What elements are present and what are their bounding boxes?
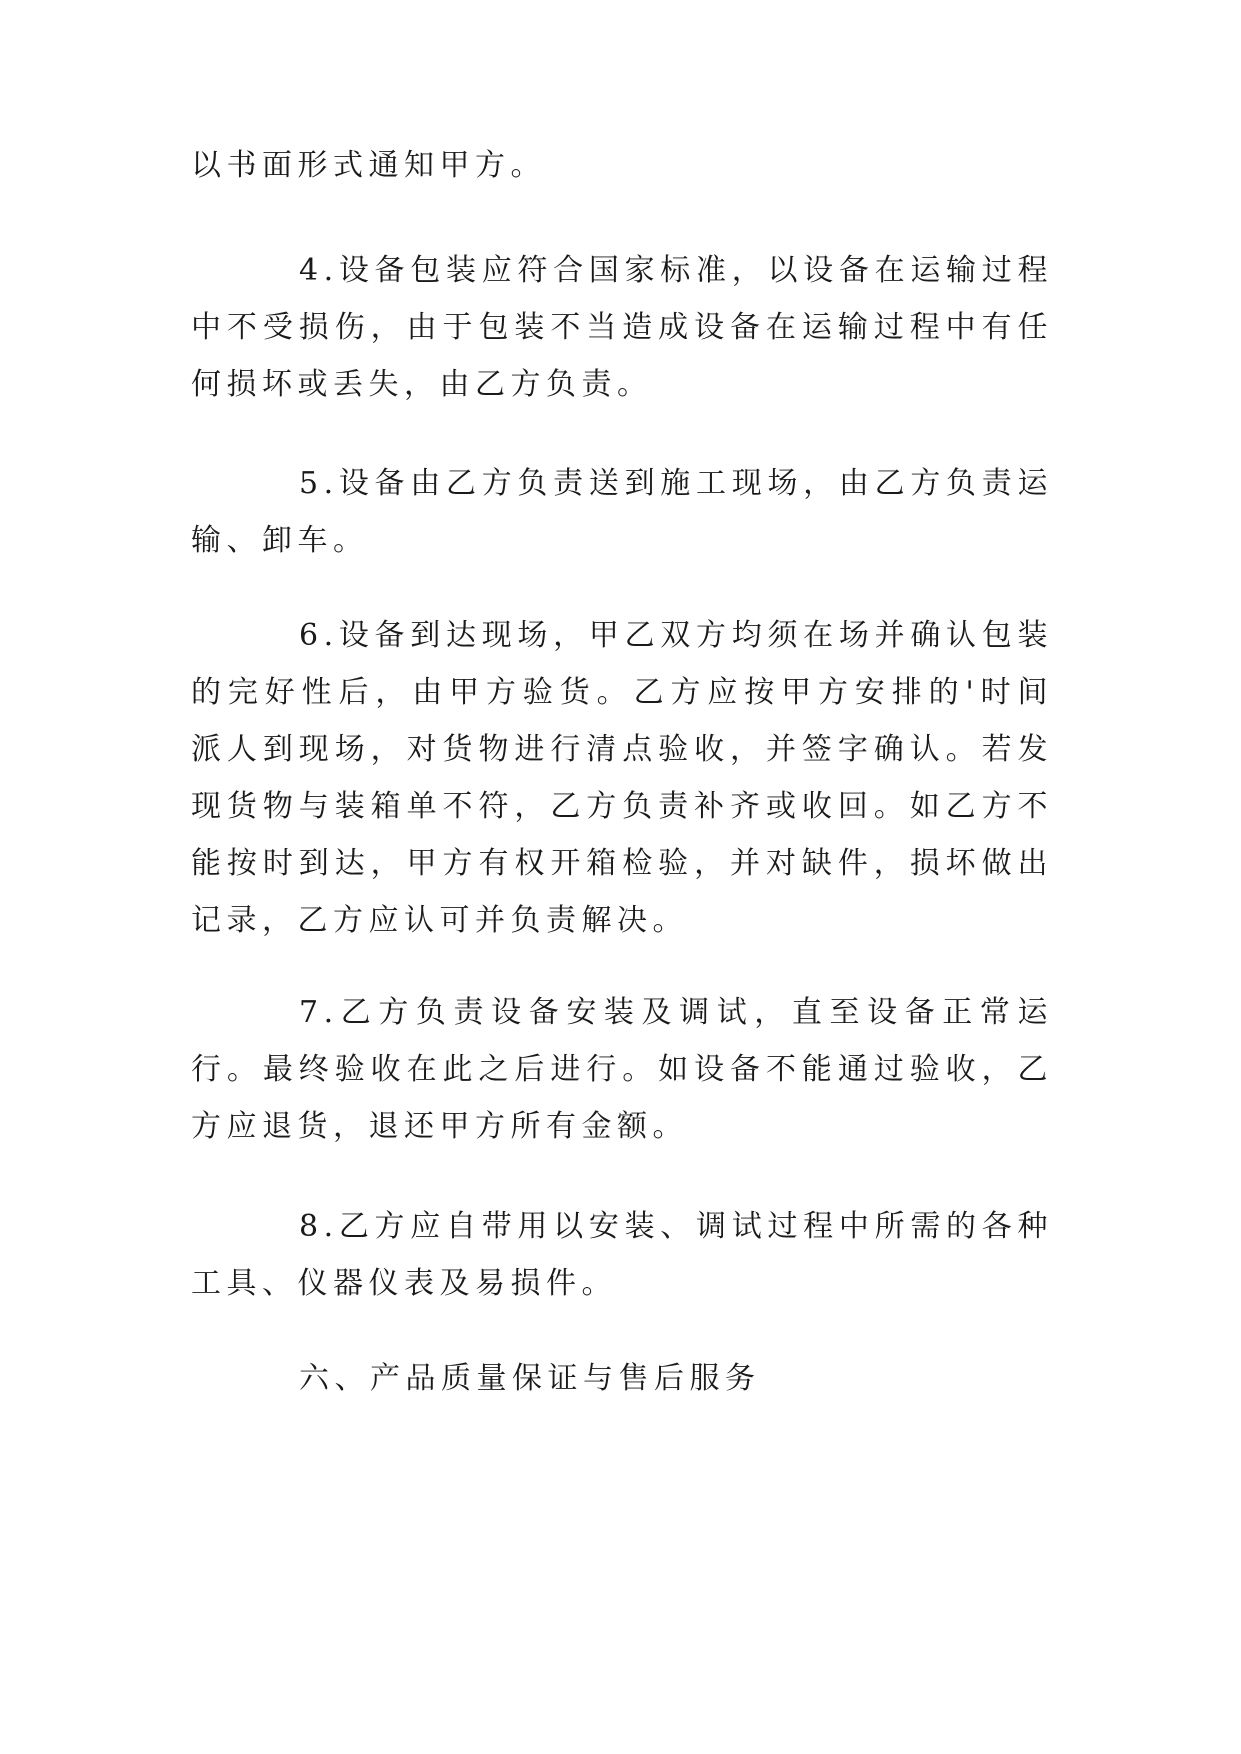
paragraph-item-6: 6.设备到达现场，甲乙双方均须在场并确认包装的完好性后，由甲方验货。乙方应按甲方安排的'时间派人到现场，对货物进行清点验收，并签字确认。若发现货物与装箱单不符，乙方负责补齐或收回。如乙方不能按时到达，甲方有权开箱检验，并对缺件，损坏做出记录，乙方应认可并负责解决。 xyxy=(191,618,1053,938)
paragraph-item-4: 4.设备包装应符合国家标准，以设备在运输过程中不受损伤，由于包装不当造成设备在运输过程中有任何损坏或丢失，由乙方负责。 xyxy=(191,253,1053,402)
paragraph-item-8: 8.乙方应自带用以安装、调试过程中所需的各种工具、仪器仪表及易损件。 xyxy=(191,1209,1053,1301)
paragraph-continuation: 以书面形式通知甲方。 xyxy=(191,148,546,183)
section-heading: 六、产品质量保证与售后服务 xyxy=(299,1361,761,1396)
paragraph-item-5: 5.设备由乙方负责送到施工现场，由乙方负责运输、卸车。 xyxy=(191,466,1053,558)
paragraph-item-7: 7.乙方负责设备安装及调试，直至设备正常运行。最终验收在此之后进行。如设备不能通过验收，乙方应退货，退还甲方所有金额。 xyxy=(191,995,1053,1144)
